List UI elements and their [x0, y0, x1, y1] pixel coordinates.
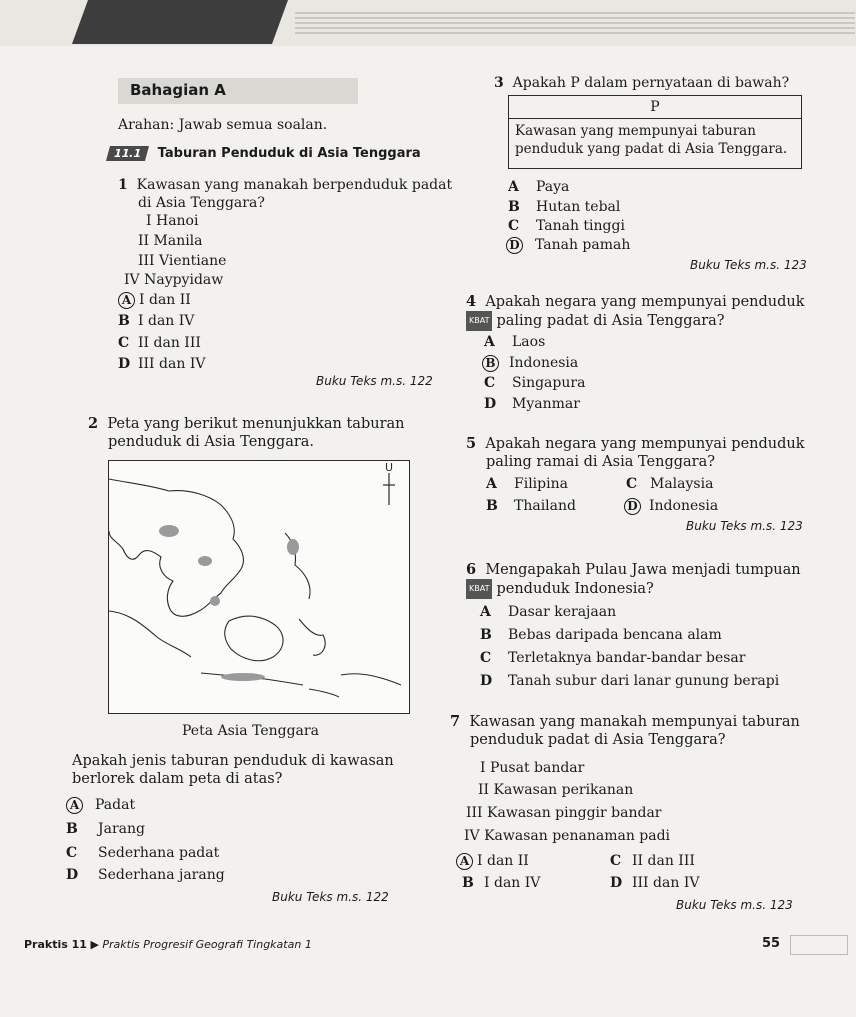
map-dense-area	[198, 556, 212, 566]
header-line-pattern	[295, 12, 855, 34]
map-drawing	[109, 461, 409, 713]
q2-option-c[interactable]: C Sederhana padat	[66, 845, 220, 861]
map-lesser-sunda	[309, 689, 339, 697]
header-dark-stripe	[72, 0, 288, 44]
q1-line1: Kawasan yang manakah berpenduduk padat	[136, 177, 453, 193]
q5-text: 5 Apakah negara yang mempunyai penduduk paling ramai di Asia Tenggara?	[466, 435, 805, 470]
statement-label: P	[509, 96, 801, 119]
q3-option-a[interactable]: A Paya	[508, 179, 570, 195]
map-sumatra	[109, 611, 191, 657]
footer-book-title: Praktis 11 ▶ Praktis Progresif Geografi Tingkatan 1	[24, 938, 312, 951]
q1-number: 1	[118, 177, 128, 193]
kbat-badge: KBAT	[466, 311, 492, 331]
q3-option-d[interactable]: D Tanah pamah	[506, 236, 630, 254]
q2-line1: Peta yang berikut menunjukkan taburan	[107, 416, 405, 432]
statement-text: Kawasan yang mempunyai taburan penduduk yang padat di Asia Tenggara.	[515, 123, 788, 157]
q2-number: 2	[88, 415, 99, 432]
answer-circle: A	[66, 797, 83, 814]
q1-option-d[interactable]: D III dan IV	[118, 356, 206, 372]
q5-option-a[interactable]: A Filipina	[486, 476, 568, 492]
q7-item: I Pusat bandar	[480, 760, 585, 776]
subtopic-number: 11.1	[106, 146, 149, 161]
q2-line2: penduduk di Asia Tenggara.	[108, 434, 315, 450]
instruction: Arahan: Jawab semua soalan.	[118, 117, 328, 133]
north-label: U	[385, 461, 394, 474]
section-title: Bahagian A	[130, 81, 226, 99]
q7-item: IV Kawasan penanaman padi	[464, 828, 671, 844]
q4-option-d[interactable]: D Myanmar	[484, 396, 580, 412]
answer-circle: B	[482, 355, 499, 372]
q7-option-b[interactable]: B I dan IV	[462, 875, 541, 891]
q7-item: III Kawasan pinggir bandar	[466, 805, 662, 821]
map-sulawesi	[299, 619, 325, 655]
q2-option-a[interactable]: A Padat	[66, 796, 135, 814]
q6-option-d[interactable]: D Tanah subur dari lanar gunung berapi	[480, 673, 780, 689]
map-dense-area	[221, 673, 265, 681]
q1-reference: Buku Teks m.s. 122	[316, 374, 433, 388]
answer-circle: A	[456, 853, 473, 870]
q7-option-c[interactable]: C II dan III	[610, 853, 695, 869]
q5-option-c[interactable]: C Malaysia	[626, 476, 714, 492]
q6-number: 6	[466, 561, 477, 578]
map-mainland	[109, 479, 243, 616]
map-dense-area	[210, 596, 220, 606]
q1-option-b[interactable]: B I dan IV	[118, 313, 195, 329]
q1-item: II Manila	[138, 233, 203, 249]
q1-text	[118, 176, 452, 212]
page-number: 55	[762, 936, 781, 951]
answer-circle: A	[118, 292, 135, 309]
q1-item: I Hanoi	[146, 213, 199, 229]
map-borneo	[225, 616, 283, 661]
q3-text: 3 Apakah P dalam pernyataan di bawah?	[494, 75, 790, 91]
q4-option-c[interactable]: C Singapura	[484, 375, 586, 391]
q5-option-d[interactable]: D Indonesia	[624, 497, 718, 515]
q7-item: II Kawasan perikanan	[478, 782, 634, 798]
map-caption: Peta Asia Tenggara	[182, 723, 319, 739]
q7-option-a[interactable]: A I dan II	[456, 852, 529, 870]
statement-box	[508, 95, 802, 169]
subtopic-heading	[108, 146, 421, 161]
answer-circle: D	[624, 498, 641, 515]
footer-box	[790, 935, 848, 955]
q4-number: 4	[466, 293, 477, 310]
q3-option-c[interactable]: C Tanah tinggi	[508, 218, 625, 234]
map-dense-area	[287, 539, 299, 555]
q6-text: 6 Mengapakah Pulau Jawa menjadi tumpuan KBAT penduduk Indonesia?	[466, 561, 801, 597]
q7-reference: Buku Teks m.s. 123	[676, 898, 793, 912]
q1-option-c[interactable]: C II dan III	[118, 335, 201, 351]
answer-circle: D	[506, 237, 523, 254]
q1-line2: di Asia Tenggara?	[138, 195, 265, 211]
q3-option-b[interactable]: B Hutan tebal	[508, 199, 621, 215]
q2-text	[88, 415, 405, 451]
q1-item: III Vientiane	[138, 253, 227, 269]
q5-reference: Buku Teks m.s. 123	[686, 519, 803, 533]
southeast-asia-map	[108, 460, 410, 714]
q2-question: Apakah jenis taburan penduduk di kawasan berlorek dalam peta di atas?	[72, 753, 394, 787]
q4-text: 4 Apakah negara yang mempunyai penduduk KBAT paling padat di Asia Tenggara?	[466, 293, 805, 329]
q7-number: 7	[450, 713, 461, 730]
q5-option-b[interactable]: B Thailand	[486, 498, 576, 514]
q2-option-d[interactable]: D Sederhana jarang	[66, 867, 225, 883]
q2-reference: Buku Teks m.s. 122	[272, 890, 389, 904]
q1-option-a[interactable]: A I dan II	[118, 291, 191, 309]
q3-reference: Buku Teks m.s. 123	[690, 258, 807, 272]
section-banner	[118, 78, 358, 104]
kbat-badge: KBAT	[466, 579, 492, 599]
q2-option-b[interactable]: B Jarang	[66, 821, 145, 837]
q6-option-b[interactable]: B Bebas daripada bencana alam	[480, 627, 722, 643]
q7-option-d[interactable]: D III dan IV	[610, 875, 700, 891]
map-papua	[341, 674, 401, 685]
q6-option-c[interactable]: C Terletaknya bandar-bandar besar	[480, 650, 746, 666]
q4-option-a[interactable]: A Laos	[484, 334, 546, 350]
q5-number: 5	[466, 435, 477, 452]
q6-option-a[interactable]: A Dasar kerajaan	[480, 604, 617, 620]
q4-option-b[interactable]: B Indonesia	[482, 354, 578, 372]
map-dense-area	[159, 525, 179, 537]
q1-item: IV Naypyidaw	[124, 272, 224, 288]
q3-number: 3	[494, 75, 504, 91]
subtopic-title: Taburan Penduduk di Asia Tenggara	[157, 146, 421, 161]
q7-text: 7 Kawasan yang manakah mempunyai taburan penduduk padat di Asia Tenggara?	[450, 713, 800, 748]
